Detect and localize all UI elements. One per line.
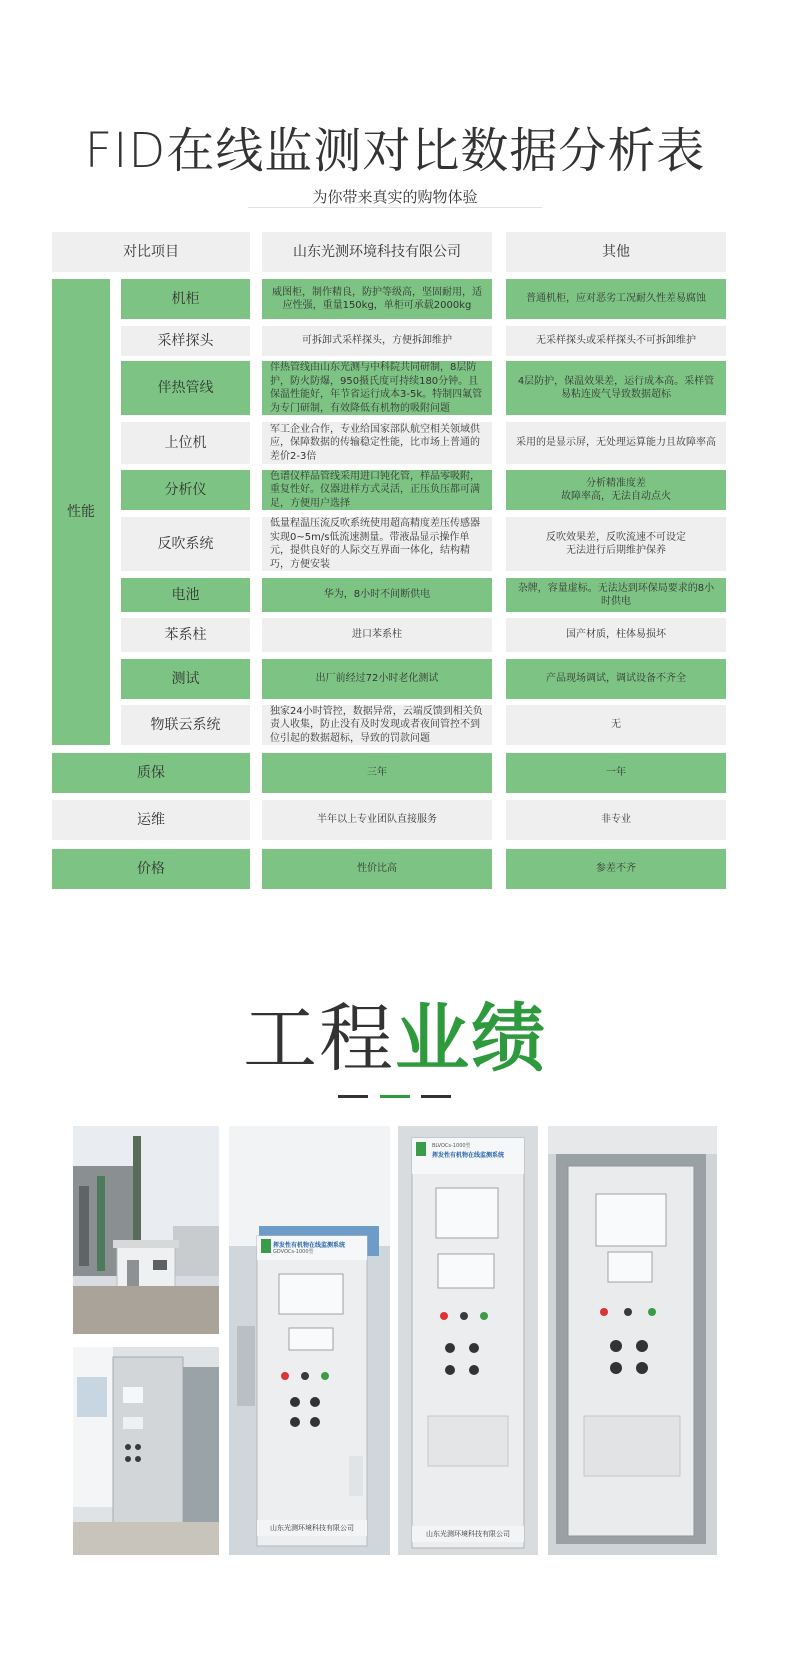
row-label: 反吹系统 (121, 517, 250, 571)
row-others: 反吹效果差，反吹流速不可设定 无法进行后期维护保养 (506, 517, 726, 571)
row-ours: 伴热管线由山东光测与中科院共同研制，8层防护，防火防爆，950摄氏度可持续180分钟。且保温性能好，年节省运行成本3-5k。特制四氟管为专门研制，有效降低有机物的吸附问题 (262, 361, 492, 415)
cabinet-3-model: BLVOCs-1000型 (432, 1143, 471, 1149)
heading-bar-right (421, 1095, 451, 1098)
row-label: 苯系柱 (121, 618, 250, 652)
row-ours: 独家24小时管控，数据异常，云端反馈到相关负责人收集，防止没有及时发现或者夜间管控不到位引起的数据超标，导致的罚款问题 (262, 705, 492, 745)
row-label: 运维 (52, 800, 250, 840)
subtitle-divider (248, 207, 542, 208)
cabinet-2-footer: 山东光测环境科技有限公司 (270, 1524, 354, 1532)
row-label: 分析仪 (121, 470, 250, 510)
row-label: 电池 (121, 578, 250, 612)
row-label: 物联云系统 (121, 705, 250, 745)
row-ours: 出厂前经过72小时老化测试 (262, 659, 492, 699)
row-label: 上位机 (121, 422, 250, 464)
heading-bar-left (338, 1095, 368, 1098)
row-others: 一年 (506, 753, 726, 793)
row-label: 价格 (52, 849, 250, 889)
row-ours: 半年以上专业团队直接服务 (262, 800, 492, 840)
row-ours: 三年 (262, 753, 492, 793)
row-ours: 可拆卸式采样探头，方便拆卸维护 (262, 326, 492, 356)
row-others: 杂牌，容量虚标。无法达到环保局要求的8小时供电 (506, 578, 726, 612)
row-label: 测试 (121, 659, 250, 699)
row-ours: 威图柜，制作精良，防护等级高，坚固耐用，适应性强，重量150kg，单柜可承载2000kg (262, 279, 492, 319)
page-subtitle: 为你带来真实的购物体验 (312, 188, 478, 206)
project-photo-shelter (73, 1126, 219, 1334)
row-others: 无 (506, 705, 726, 745)
row-others: 采用的是显示屏，无处理运算能力且故障率高 (506, 422, 726, 464)
row-label: 采样探头 (121, 326, 250, 356)
header-company: 山东光测环境科技有限公司 (262, 232, 492, 272)
header-others: 其他 (506, 232, 726, 272)
row-ours: 性价比高 (262, 849, 492, 889)
project-photo-cabinet-blvocs (398, 1126, 538, 1555)
cabinet-2-model: GDVOCs-1000型 (273, 1249, 314, 1255)
cabinet-2-title: 挥发性有机物在线监测系统 (273, 1242, 346, 1249)
row-ours: 军工企业合作，专业给国家部队航空相关领域供应，保障数据的传输稳定性能，比市场上普通的差价2-3倍 (262, 422, 492, 464)
cabinet-3-footer: 山东光测环境科技有限公司 (426, 1530, 510, 1538)
cabinet-3-title: 挥发性有机物在线监测系统 (432, 1152, 505, 1159)
row-others: 参差不齐 (506, 849, 726, 889)
project-photo-cabinet-gdvocs (229, 1126, 390, 1555)
row-label: 质保 (52, 753, 250, 793)
row-others: 产品现场调试，调试设备不齐全 (506, 659, 726, 699)
row-label: 机柜 (121, 279, 250, 319)
row-others: 无采样探头或采样探头不可拆卸维护 (506, 326, 726, 356)
header-item: 对比项目 (52, 232, 250, 272)
row-others: 非专业 (506, 800, 726, 840)
heading-bar-middle (380, 1095, 410, 1098)
row-others: 普通机柜，应对恶劣工况耐久性差易腐蚀 (506, 279, 726, 319)
row-label: 伴热管线 (121, 361, 250, 415)
project-photo-cabinet-open (548, 1126, 717, 1555)
projects-heading-part2: 业绩 (395, 996, 547, 1082)
project-photo-indoor-cabinet (73, 1347, 219, 1555)
row-ours: 华为，8小时不间断供电 (262, 578, 492, 612)
row-others: 分析精准度差 故障率高，无法自动点火 (506, 470, 726, 510)
projects-heading (0, 980, 790, 1086)
page-title: FID在线监测对比数据分析表 (84, 123, 706, 179)
row-others: 国产材质，柱体易损坏 (506, 618, 726, 652)
group-label-performance: 性能 (52, 279, 110, 745)
row-others: 4层防护，保温效果差，运行成本高。采样管易粘连废气导致数据超标 (506, 361, 726, 415)
row-ours: 低量程温压流反吹系统使用超高精度差压传感器实现0~5m/s低流速测量。带液晶显示操作单元，提供良好的人际交互界面一体化，结构精巧，方便安装 (262, 517, 492, 571)
projects-heading-part1: 工程 (243, 996, 395, 1082)
row-ours: 进口苯系柱 (262, 618, 492, 652)
row-ours: 色谱仪样品管线采用进口钝化管，样品零吸附，重复性好。仪器进样方式灵活，正压负压都可满足，方便用户选择 (262, 470, 492, 510)
